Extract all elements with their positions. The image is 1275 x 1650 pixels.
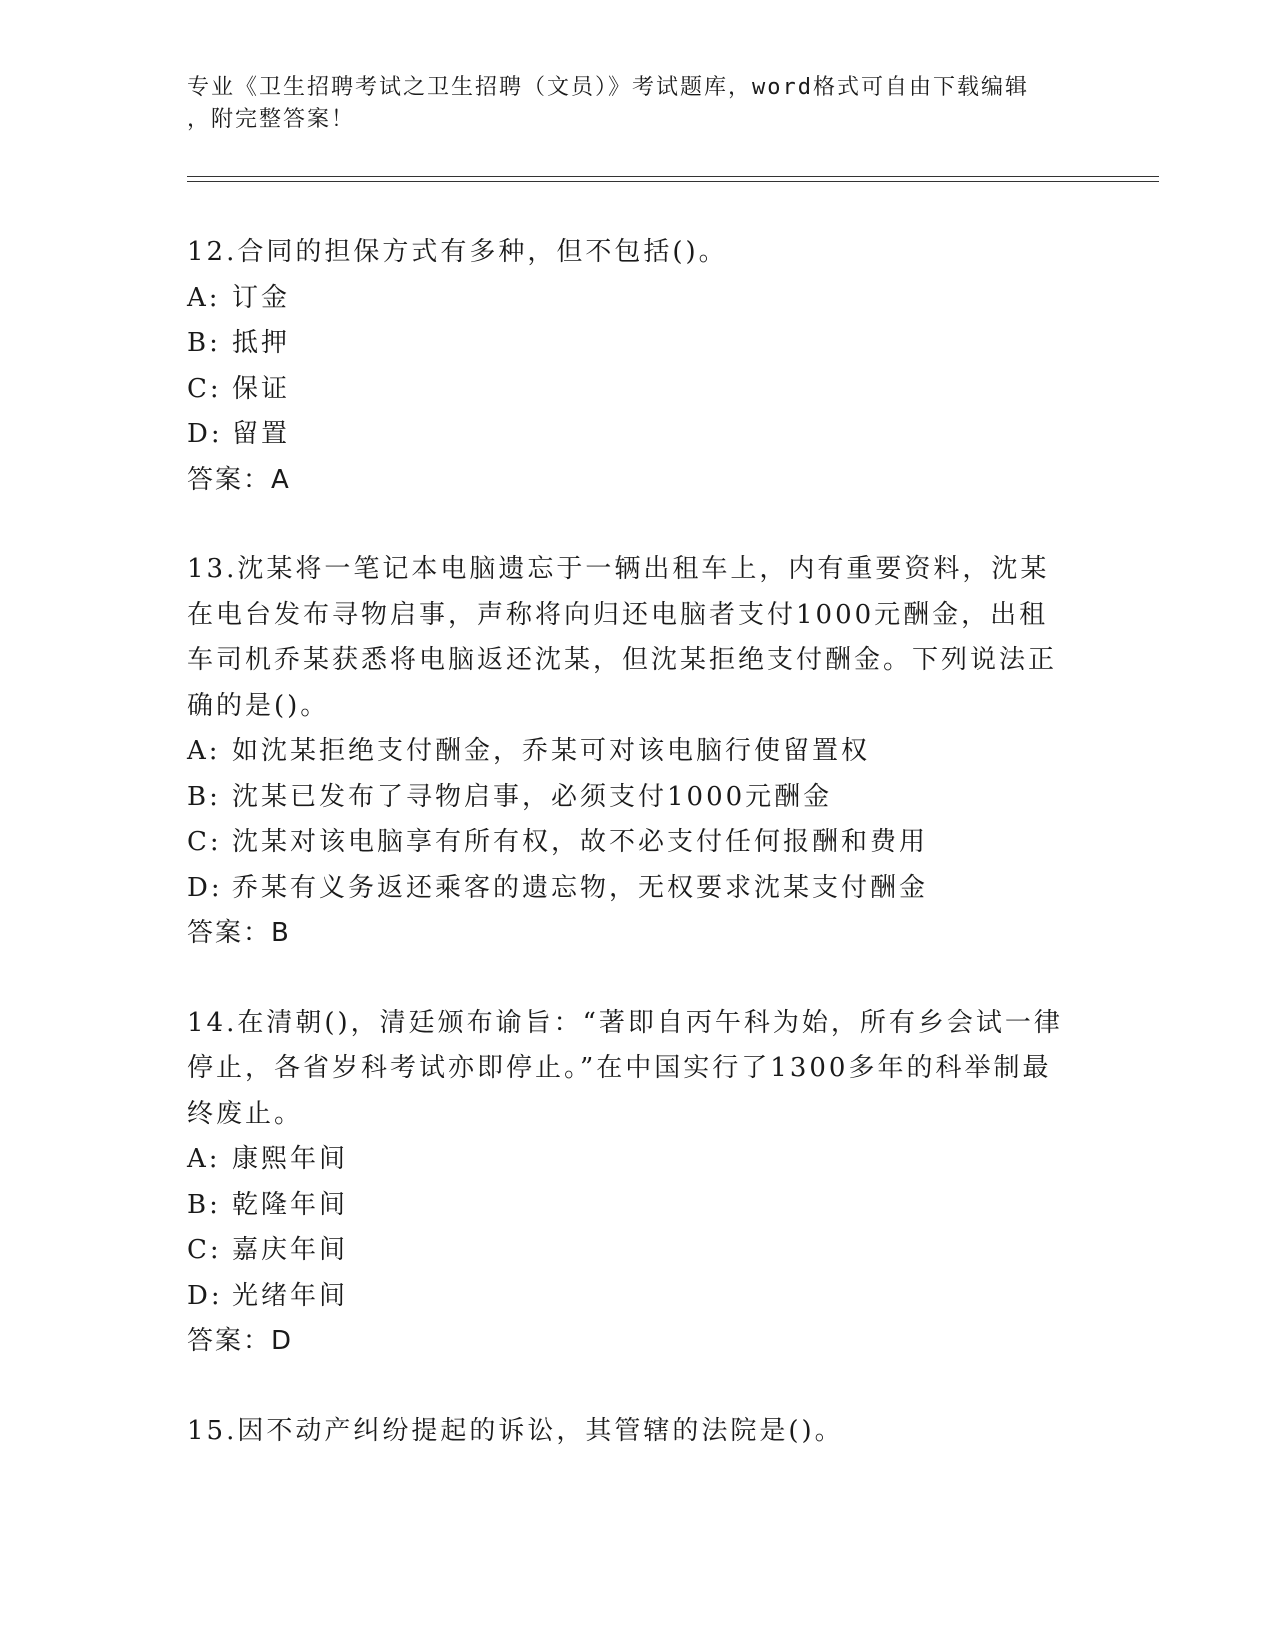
question-14 — [187, 1001, 1067, 1365]
question-15 — [187, 1409, 1067, 1455]
option-key: C: — [187, 827, 222, 857]
answer-line: 答案：A — [187, 464, 291, 495]
option-key: B: — [187, 328, 221, 358]
option-key: D: — [187, 419, 223, 449]
answer-line: 答案：D — [187, 1326, 294, 1356]
option-text: 康熙年间 — [232, 1144, 349, 1174]
option-text: 订金 — [232, 282, 291, 313]
question-13 — [187, 547, 1067, 957]
option-c — [187, 820, 1067, 866]
option-d — [187, 1274, 1067, 1320]
header-line-1: 专业《卫生招聘考试之卫生招聘（文员）》考试题库，word格式可自由下载编辑 — [187, 75, 1029, 100]
option-key: B: — [187, 781, 221, 812]
option-key: A: — [187, 282, 221, 313]
header-line-2: ，附完整答案！ — [187, 107, 356, 132]
document-header — [187, 72, 1067, 136]
question-text: 13.沈某将一笔记本电脑遗忘于一辆出租车上，内有重要资料，沈某在电台发布寻物启事，声称将向归还电脑者支付1000元酬金，出租车司机乔某获悉将电脑返还沈某，但沈某拒绝支付酬金。下列说法正确的是()。 — [187, 554, 1058, 721]
option-b — [187, 1183, 1067, 1229]
option-key: C: — [187, 1235, 222, 1265]
option-key: D: — [187, 1280, 223, 1311]
option-text: 乾隆年间 — [232, 1189, 349, 1220]
option-a — [187, 729, 1067, 775]
option-a — [187, 1137, 1067, 1183]
option-text: 保证 — [232, 373, 291, 404]
option-key: B: — [187, 1189, 221, 1220]
header-divider — [187, 176, 1159, 182]
option-key: C: — [187, 373, 222, 404]
option-text: 光绪年间 — [232, 1280, 349, 1311]
answer-line: 答案：B — [187, 918, 291, 948]
option-text: 留置 — [232, 419, 291, 449]
question-12 — [187, 230, 1067, 503]
option-key: A: — [187, 736, 221, 766]
option-b — [187, 321, 1067, 367]
question-text: 12.合同的担保方式有多种，但不包括()。 — [187, 237, 728, 267]
option-text: 沈某已发布了寻物启事，必须支付1000元酬金 — [232, 781, 833, 812]
option-b — [187, 775, 1067, 821]
question-text: 14.在清朝()，清廷颁布谕旨：“著即自丙午科为始，所有乡会试一律停止，各省岁科考试亦即停止。”在中国实行了1300多年的科举制最终废止。 — [187, 1007, 1063, 1129]
option-c — [187, 1228, 1067, 1274]
option-d — [187, 412, 1067, 458]
option-text: 沈某对该电脑享有所有权，故不必支付任何报酬和费用 — [232, 827, 929, 857]
question-text: 15.因不动产纠纷提起的诉讼，其管辖的法院是()。 — [187, 1415, 844, 1446]
option-key: A: — [187, 1144, 221, 1174]
option-text: 抵押 — [232, 328, 291, 358]
option-text: 嘉庆年间 — [232, 1235, 349, 1265]
option-d — [187, 866, 1067, 912]
option-text: 乔某有义务返还乘客的遗忘物，无权要求沈某支付酬金 — [232, 872, 929, 903]
option-key: D: — [187, 872, 223, 903]
option-text: 如沈某拒绝支付酬金，乔某可对该电脑行使留置权 — [232, 736, 871, 766]
question-list — [187, 230, 1067, 1498]
option-a — [187, 276, 1067, 322]
option-c — [187, 367, 1067, 413]
